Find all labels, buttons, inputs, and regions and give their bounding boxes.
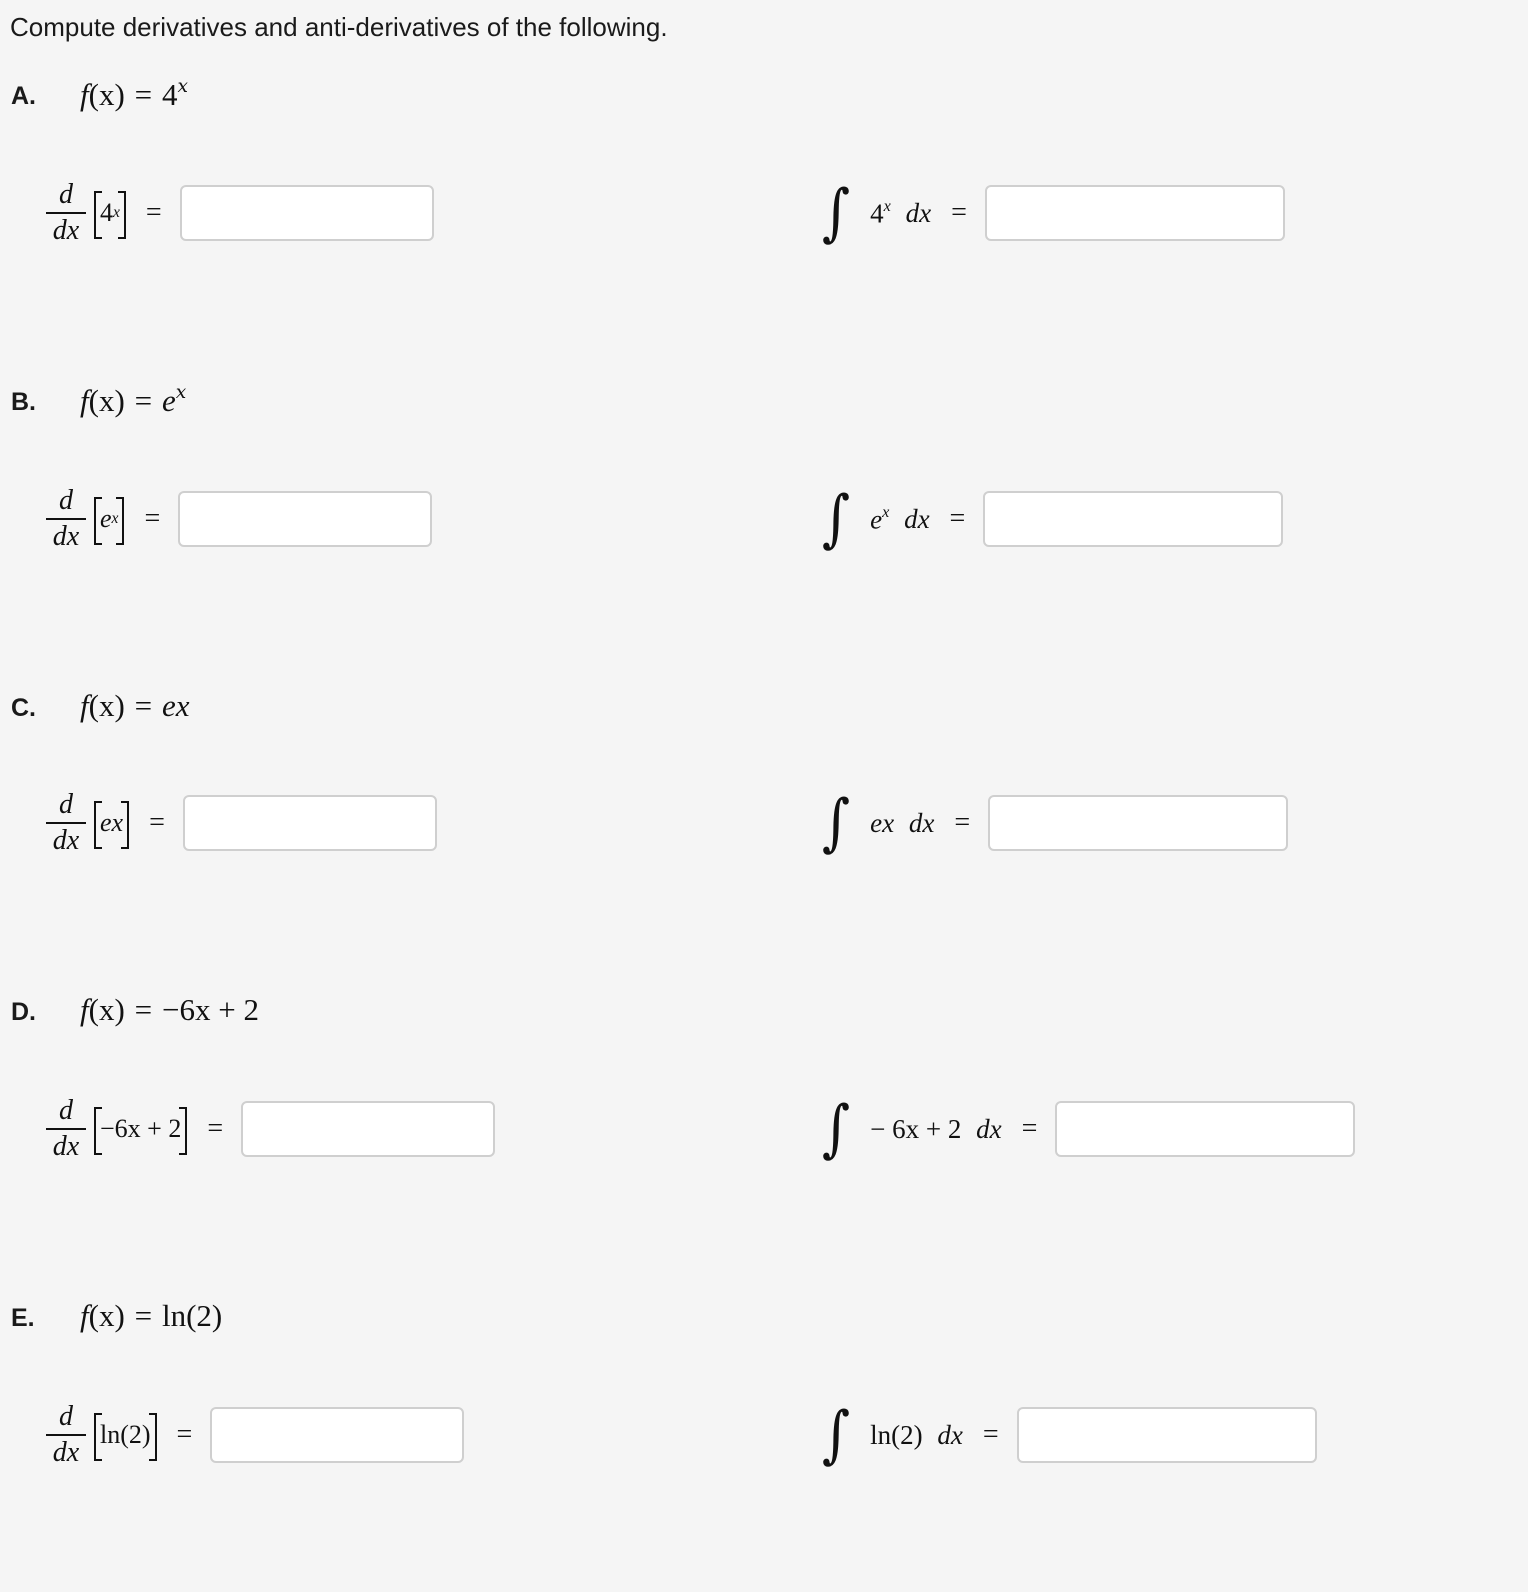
derivative-arg: ln(2) <box>100 1420 151 1449</box>
derivative-row <box>46 483 432 555</box>
derivative-row <box>46 1093 495 1165</box>
derivative-operator <box>46 180 86 246</box>
integral-equals: = <box>951 197 967 228</box>
function-arg: (x) <box>88 992 125 1027</box>
equals-sign: = <box>134 383 153 419</box>
derivative-row <box>46 787 437 859</box>
derivative-answer-input[interactable] <box>241 1101 495 1157</box>
function-name: f <box>80 992 89 1027</box>
integrand-expression: − 6x + 2 <box>870 1113 962 1144</box>
integrand <box>870 1114 1001 1145</box>
equals-sign: = <box>134 1298 153 1333</box>
function-definition <box>80 688 190 724</box>
derivative-argument <box>94 185 126 241</box>
integral-answer-input[interactable] <box>988 795 1288 851</box>
derivative-argument <box>94 1101 187 1157</box>
function-arg: (x) <box>88 77 125 113</box>
derivative-answer-input[interactable] <box>183 795 437 851</box>
derivative-arg-exponent: x <box>111 510 119 527</box>
integral-equals: = <box>954 807 971 838</box>
equals-sign: = <box>134 992 153 1027</box>
derivative-numerator: d <box>59 789 73 820</box>
function-rhs-base: 4 <box>161 77 178 113</box>
derivative-operator <box>46 1096 86 1162</box>
function-definition <box>80 992 259 1028</box>
integrand <box>870 197 931 229</box>
integrand-base: 4 <box>870 198 884 229</box>
part-letter: D. <box>11 998 36 1026</box>
integrand-base: e <box>870 504 883 535</box>
integral-sign: ∫ <box>822 482 851 555</box>
derivative-arg-base: 4 <box>100 198 113 227</box>
derivative-arg-base: e <box>100 504 112 533</box>
derivative-denominator: dx <box>52 825 80 856</box>
derivative-answer-input[interactable] <box>180 185 434 241</box>
function-definition <box>80 76 188 113</box>
derivative-numerator: d <box>59 1095 73 1126</box>
function-definition <box>80 382 186 419</box>
part-c <box>0 682 1528 982</box>
integral-row <box>822 1089 1355 1169</box>
part-d <box>0 986 1528 1286</box>
derivative-argument <box>94 795 129 851</box>
function-rhs: ln(2) <box>161 1298 223 1333</box>
derivative-equals: = <box>149 807 165 838</box>
derivative-row <box>46 1399 464 1471</box>
integral-sign: ∫ <box>822 786 851 859</box>
integral-answer-input[interactable] <box>1055 1101 1355 1157</box>
integral-equals: = <box>1021 1113 1038 1144</box>
derivative-row <box>46 177 434 249</box>
integral-equals: = <box>982 1419 999 1450</box>
derivative-answer-input[interactable] <box>178 491 432 547</box>
integrand-expression: ln(2) <box>870 1419 923 1450</box>
derivative-equals: = <box>144 503 161 534</box>
derivative-numerator: d <box>59 485 73 516</box>
derivative-argument <box>94 1407 157 1463</box>
integral-row <box>822 1395 1317 1475</box>
integral-answer-input[interactable] <box>985 185 1285 241</box>
derivative-operator <box>46 486 86 552</box>
part-e <box>0 1292 1528 1592</box>
integral-sign: ∫ <box>822 176 851 249</box>
derivative-operator <box>46 1402 86 1468</box>
integral-row <box>822 479 1283 559</box>
derivative-equals: = <box>145 197 162 228</box>
instructions: Compute derivatives and anti-derivatives of the following. <box>10 12 668 42</box>
integrand-expression: ex <box>870 807 895 838</box>
integral-dx: dx <box>937 1419 963 1450</box>
integral-dx: dx <box>905 198 932 229</box>
integral-sign: ∫ <box>822 1092 851 1165</box>
part-letter: A. <box>11 82 36 110</box>
function-arg: (x) <box>88 688 125 723</box>
derivative-denominator: dx <box>52 215 80 246</box>
part-letter: C. <box>11 694 36 722</box>
function-definition <box>80 1298 222 1334</box>
integral-dx: dx <box>904 504 930 535</box>
part-b <box>0 376 1528 676</box>
part-letter: B. <box>11 388 36 416</box>
function-name: f <box>80 1298 89 1333</box>
part-a <box>0 70 1528 370</box>
integral-sign: ∫ <box>822 1398 851 1471</box>
integrand <box>870 1420 963 1451</box>
part-letter: E. <box>11 1304 35 1332</box>
function-arg: (x) <box>88 383 125 419</box>
integrand <box>870 503 929 535</box>
derivative-argument <box>94 491 124 547</box>
equals-sign: = <box>134 77 153 113</box>
function-rhs-exponent: x <box>175 382 187 403</box>
derivative-denominator: dx <box>52 521 80 552</box>
function-name: f <box>80 688 89 723</box>
integrand <box>870 808 934 839</box>
derivative-equals: = <box>176 1419 193 1450</box>
integral-answer-input[interactable] <box>1017 1407 1317 1463</box>
derivative-answer-input[interactable] <box>210 1407 464 1463</box>
integral-row <box>822 783 1288 863</box>
derivative-equals: = <box>207 1113 224 1144</box>
derivative-denominator: dx <box>52 1131 80 1162</box>
function-rhs-exponent: x <box>177 76 188 97</box>
function-name: f <box>80 77 89 113</box>
derivative-arg: ex <box>100 808 124 837</box>
derivative-denominator: dx <box>52 1437 80 1468</box>
derivative-operator <box>46 790 86 856</box>
function-rhs: −6x + 2 <box>161 992 259 1027</box>
derivative-numerator: d <box>59 179 73 210</box>
derivative-numerator: d <box>59 1401 73 1432</box>
integrand-exponent: x <box>883 196 891 215</box>
derivative-arg-exponent: x <box>113 204 120 221</box>
equals-sign: = <box>134 688 153 723</box>
integrand-exponent: x <box>882 502 890 521</box>
function-rhs-base: e <box>161 383 176 419</box>
function-rhs: ex <box>161 688 190 723</box>
derivative-arg: −6x + 2 <box>100 1114 182 1143</box>
function-name: f <box>80 383 89 419</box>
integral-equals: = <box>949 503 966 534</box>
integral-answer-input[interactable] <box>983 491 1283 547</box>
integral-dx: dx <box>976 1113 1002 1144</box>
integral-dx: dx <box>908 807 935 838</box>
integral-row <box>822 173 1285 253</box>
function-arg: (x) <box>88 1298 125 1333</box>
